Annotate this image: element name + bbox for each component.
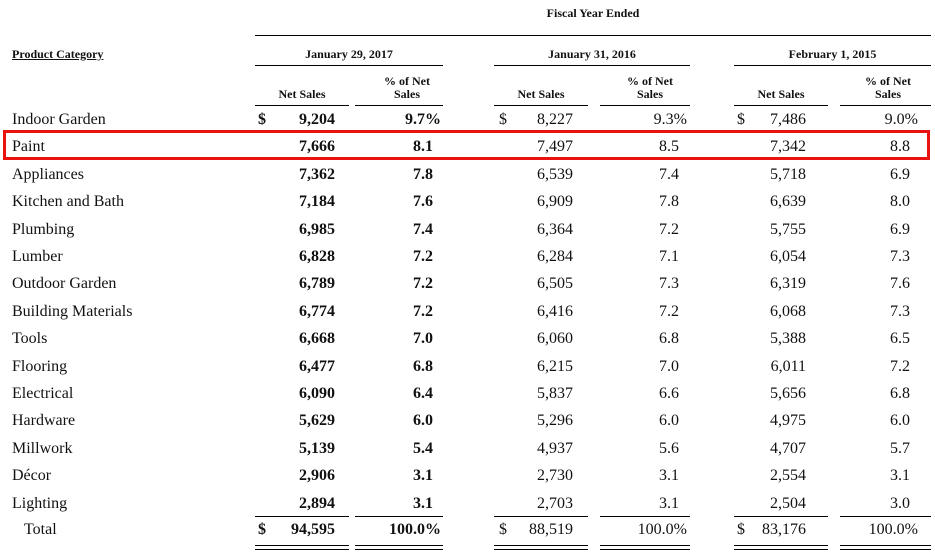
row-net-sales-2015: 6,639 xyxy=(770,193,806,210)
row-net-sales-2016: 6,284 xyxy=(537,248,573,265)
total-net-sales-2017: 94,595 xyxy=(291,521,335,538)
row-net-sales-2016: 6,505 xyxy=(537,275,573,292)
net-sales-header-2015: Net Sales xyxy=(757,87,805,101)
total-top-rule-2015b xyxy=(840,516,931,517)
row-pct-2017: 7.0 xyxy=(413,330,433,347)
row-category: Millwork xyxy=(12,440,73,457)
row-net-sales-2017: 6,774 xyxy=(299,303,335,320)
row-pct-2016: 7.4 xyxy=(659,166,679,183)
row-pct-2015: 7.6 xyxy=(890,275,910,292)
product-category-header: Product Category xyxy=(12,47,104,61)
row-category: Lighting xyxy=(12,495,68,512)
row-net-sales-2015: 7,486 xyxy=(770,111,806,128)
row-category: Tools xyxy=(12,330,48,347)
row-net-sales-2017: 5,139 xyxy=(299,440,335,457)
row-pct-2017: 9.7% xyxy=(405,111,441,128)
highlight-box xyxy=(3,130,930,160)
row-net-sales-2017: 9,204 xyxy=(299,111,335,128)
row-net-sales-2017: 6,985 xyxy=(299,221,335,238)
pct-rule-2015 xyxy=(840,105,931,106)
row-pct-2015: 6.5 xyxy=(890,330,910,347)
row-net-sales-2017: 2,894 xyxy=(299,495,335,512)
row-net-sales-2016: 2,703 xyxy=(537,495,573,512)
period-header-2017: January 29, 2017 xyxy=(305,47,393,61)
net-sales-header-2016: Net Sales xyxy=(517,87,565,101)
row-net-sales-2017: 7,184 xyxy=(299,193,335,210)
total-double-rule-2016a-1 xyxy=(494,545,588,546)
total-double-rule-2016a-2 xyxy=(494,549,588,550)
row-net-sales-2016: 5,296 xyxy=(537,412,573,429)
period-rule-2017 xyxy=(255,65,443,66)
total-top-rule-2015a xyxy=(734,516,828,517)
row-net-sales-2016: 6,909 xyxy=(537,193,573,210)
total-double-rule-2016b-2 xyxy=(600,549,690,550)
row-net-sales-2015: 5,656 xyxy=(770,385,806,402)
row-pct-2016: 7.0 xyxy=(659,358,679,375)
net-sales-header-2017: Net Sales xyxy=(278,87,326,101)
row-pct-2016: 5.6 xyxy=(659,440,679,457)
row-pct-2017: 7.6 xyxy=(413,193,433,210)
row-pct-2017: 7.8 xyxy=(413,166,433,183)
row-net-sales-2017: 6,668 xyxy=(299,330,335,347)
row-net-sales-2017: 2,906 xyxy=(299,467,335,484)
row-category: Outdoor Garden xyxy=(12,275,117,292)
row-category: Hardware xyxy=(12,412,76,429)
row-net-sales-2016: 4,937 xyxy=(537,440,573,457)
row-pct-2017: 7.2 xyxy=(413,303,433,320)
net-sales-rule-2015 xyxy=(734,105,828,106)
row-pct-2017: 6.8 xyxy=(413,358,433,375)
period-header-2015: February 1, 2015 xyxy=(788,47,877,61)
row-pct-2017: 7.2 xyxy=(413,248,433,265)
row-net-sales-2015: 6,054 xyxy=(770,248,806,265)
row-category: Appliances xyxy=(12,166,84,183)
row-pct-2016: 3.1 xyxy=(659,495,679,512)
row-pct-2017: 3.1 xyxy=(413,495,433,512)
row-category: Indoor Garden xyxy=(12,111,106,128)
row-category: Lumber xyxy=(12,248,63,265)
row-net-sales-2017: 7,666 xyxy=(299,138,335,155)
total-pct-2015: 100.0% xyxy=(868,521,918,538)
row-net-sales-2015: 6,319 xyxy=(770,275,806,292)
row-net-sales-2016: 7,497 xyxy=(537,138,573,155)
row-net-sales-2016: 6,364 xyxy=(537,221,573,238)
row-pct-2015: 6.8 xyxy=(890,385,910,402)
row-pct-2016: 6.8 xyxy=(659,330,679,347)
row-net-sales-2017: 6,789 xyxy=(299,275,335,292)
row-net-sales-2016: 2,730 xyxy=(537,467,573,484)
pct-header-2016: % of Net Sales xyxy=(627,74,673,101)
row-pct-2016: 6.6 xyxy=(659,385,679,402)
row-pct-2016: 8.5 xyxy=(659,138,679,155)
row-net-sales-2017: 5,629 xyxy=(299,412,335,429)
total-double-rule-2015a-1 xyxy=(734,545,828,546)
row-net-sales-2015: 6,011 xyxy=(770,358,806,375)
total-top-rule-2017b xyxy=(355,516,443,517)
row-net-sales-2015: 6,068 xyxy=(770,303,806,320)
row-net-sales-2015: 4,707 xyxy=(770,440,806,457)
pct-header-2017: % of Net Sales xyxy=(384,74,430,101)
total-double-rule-2016b-1 xyxy=(600,545,690,546)
row-pct-2017: 7.4 xyxy=(413,221,433,238)
total-pct-2017: 100.0% xyxy=(389,521,441,538)
net-sales-rule-2017 xyxy=(255,105,349,106)
row-pct-2016: 7.1 xyxy=(659,248,679,265)
total-label: Total xyxy=(24,521,57,538)
row-net-sales-2015: 2,554 xyxy=(770,467,806,484)
row-category: Flooring xyxy=(12,358,68,375)
row-net-sales-2017: 7,362 xyxy=(299,166,335,183)
row-pct-2016: 6.0 xyxy=(659,412,679,429)
row-dollar-2015: $ xyxy=(737,111,745,128)
row-category: Décor xyxy=(12,467,52,484)
total-net-sales-2016: 88,519 xyxy=(529,521,573,538)
net-sales-rule-2016 xyxy=(494,105,588,106)
row-pct-2015: 6.9 xyxy=(890,166,910,183)
total-dollar-2017: $ xyxy=(258,521,266,538)
fiscal-year-header: Fiscal Year Ended xyxy=(546,6,640,20)
row-pct-2017: 8.1 xyxy=(413,138,433,155)
row-dollar-2016: $ xyxy=(499,111,507,128)
row-net-sales-2015: 5,718 xyxy=(770,166,806,183)
row-pct-2015: 5.7 xyxy=(890,440,910,457)
row-net-sales-2015: 4,975 xyxy=(770,412,806,429)
row-net-sales-2016: 5,837 xyxy=(537,385,573,402)
row-pct-2016: 7.3 xyxy=(659,275,679,292)
row-pct-2015: 9.0% xyxy=(884,111,918,128)
row-pct-2017: 6.4 xyxy=(413,385,433,402)
row-pct-2017: 7.2 xyxy=(413,275,433,292)
row-net-sales-2016: 8,227 xyxy=(537,111,573,128)
total-double-rule-2017b-2 xyxy=(355,549,443,550)
total-double-rule-2015b-1 xyxy=(840,545,931,546)
row-pct-2015: 3.1 xyxy=(890,467,910,484)
row-pct-2015: 8.8 xyxy=(890,138,910,155)
total-double-rule-2015b-2 xyxy=(840,549,931,550)
total-double-rule-2015a-2 xyxy=(734,549,828,550)
row-net-sales-2017: 6,090 xyxy=(299,385,335,402)
row-net-sales-2015: 5,755 xyxy=(770,221,806,238)
total-dollar-2015: $ xyxy=(737,521,745,538)
pct-header-2015: % of Net Sales xyxy=(865,74,911,101)
pct-rule-2017 xyxy=(355,105,443,106)
period-rule-2015 xyxy=(734,65,931,66)
row-net-sales-2015: 2,504 xyxy=(770,495,806,512)
row-pct-2015: 8.0 xyxy=(890,193,910,210)
fiscal-year-rule xyxy=(255,35,931,36)
total-dollar-2016: $ xyxy=(499,521,507,538)
row-pct-2015: 7.3 xyxy=(890,248,910,265)
total-top-rule-2016a xyxy=(494,516,588,517)
row-pct-2017: 5.4 xyxy=(413,440,433,457)
total-top-rule-2017a xyxy=(255,516,349,517)
row-pct-2016: 3.1 xyxy=(659,467,679,484)
row-pct-2015: 7.3 xyxy=(890,303,910,320)
row-net-sales-2016: 6,539 xyxy=(537,166,573,183)
row-pct-2016: 7.8 xyxy=(659,193,679,210)
total-pct-2016: 100.0% xyxy=(637,521,687,538)
row-dollar-2017: $ xyxy=(258,111,266,128)
total-double-rule-2017b-1 xyxy=(355,545,443,546)
row-net-sales-2015: 7,342 xyxy=(770,138,806,155)
row-pct-2015: 3.0 xyxy=(890,495,910,512)
row-net-sales-2016: 6,060 xyxy=(537,330,573,347)
total-double-rule-2017a-2 xyxy=(255,549,349,550)
row-net-sales-2015: 5,388 xyxy=(770,330,806,347)
row-pct-2017: 6.0 xyxy=(413,412,433,429)
row-category: Kitchen and Bath xyxy=(12,193,124,210)
period-header-2016: January 31, 2016 xyxy=(548,47,636,61)
pct-rule-2016 xyxy=(600,105,690,106)
total-net-sales-2015: 83,176 xyxy=(762,521,806,538)
row-pct-2016: 7.2 xyxy=(659,303,679,320)
row-net-sales-2016: 6,416 xyxy=(537,303,573,320)
row-net-sales-2017: 6,828 xyxy=(299,248,335,265)
row-pct-2016: 9.3% xyxy=(653,111,687,128)
row-category: Building Materials xyxy=(12,303,133,320)
row-category: Plumbing xyxy=(12,221,75,238)
row-category: Paint xyxy=(12,138,45,155)
period-rule-2016 xyxy=(494,65,690,66)
total-double-rule-2017a-1 xyxy=(255,545,349,546)
row-net-sales-2016: 6,215 xyxy=(537,358,573,375)
row-pct-2016: 7.2 xyxy=(659,221,679,238)
row-pct-2017: 3.1 xyxy=(413,467,433,484)
total-top-rule-2016b xyxy=(600,516,690,517)
row-category: Electrical xyxy=(12,385,74,402)
row-pct-2015: 7.2 xyxy=(890,358,910,375)
row-net-sales-2017: 6,477 xyxy=(299,358,335,375)
row-pct-2015: 6.0 xyxy=(890,412,910,429)
row-pct-2015: 6.9 xyxy=(890,221,910,238)
